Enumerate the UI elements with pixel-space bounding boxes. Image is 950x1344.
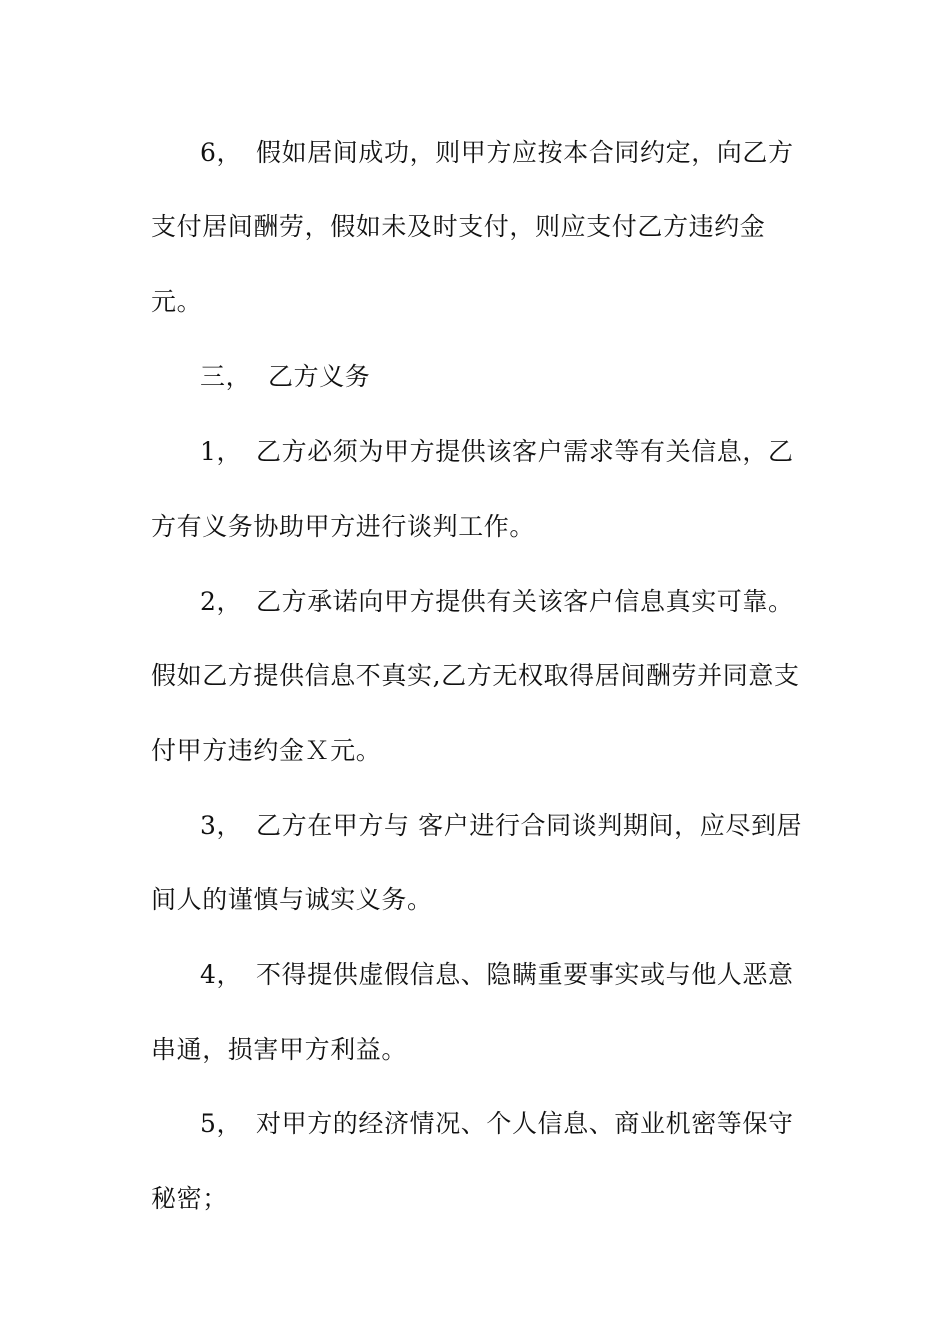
item-number: 5，: [200, 1109, 243, 1138]
item-3-line-2: 间人的谨慎与诚实义务。: [151, 885, 433, 914]
section-title: 乙方义务: [268, 362, 371, 391]
item-text: 乙方承诺向甲方提供有关该客户信息真实可靠。: [256, 587, 794, 616]
clause-6-line-3: 元。: [151, 287, 203, 316]
item-number: 1，: [200, 437, 243, 466]
item-text: 不得提供虚假信息、隐瞒重要事实或与他人恶意: [256, 960, 794, 989]
item-5-line-1: [200, 1109, 794, 1139]
item-3-line-1: [200, 811, 802, 841]
section-number: 三，: [200, 362, 252, 391]
item-4-line-1: [200, 960, 794, 990]
item-2-line-1: [200, 587, 794, 617]
item-2-line-2: 假如乙方提供信息不真实,乙方无权取得居间酬劳并同意支: [151, 661, 800, 690]
clause-text: 假如居间成功，则甲方应按本合同约定，向乙方: [256, 138, 794, 167]
clause-6-line-1: [200, 138, 794, 168]
item-number: 4，: [200, 960, 243, 989]
item-1-line-1: [200, 437, 794, 467]
item-text: 对甲方的经济情况、个人信息、商业机密等保守: [256, 1109, 794, 1138]
item-2-line-3: 付甲方违约金Ｘ元。: [151, 736, 382, 765]
item-text: 乙方在甲方与 客户进行合同谈判期间，应尽到居: [256, 811, 803, 840]
clause-6-line-2: 支付居间酬劳，假如未及时支付，则应支付乙方违约金: [151, 212, 766, 241]
item-number: 3，: [200, 811, 243, 840]
item-text: 乙方必须为甲方提供该客户需求等有关信息，乙: [256, 437, 794, 466]
item-number: 2，: [200, 587, 243, 616]
item-4-line-2: 串通，损害甲方利益。: [151, 1035, 408, 1064]
item-5-line-2: 秘密；: [151, 1184, 228, 1213]
clause-number: 6，: [200, 138, 243, 167]
item-1-line-2: 方有义务协助甲方进行谈判工作。: [151, 512, 536, 541]
section-heading: [200, 362, 370, 392]
